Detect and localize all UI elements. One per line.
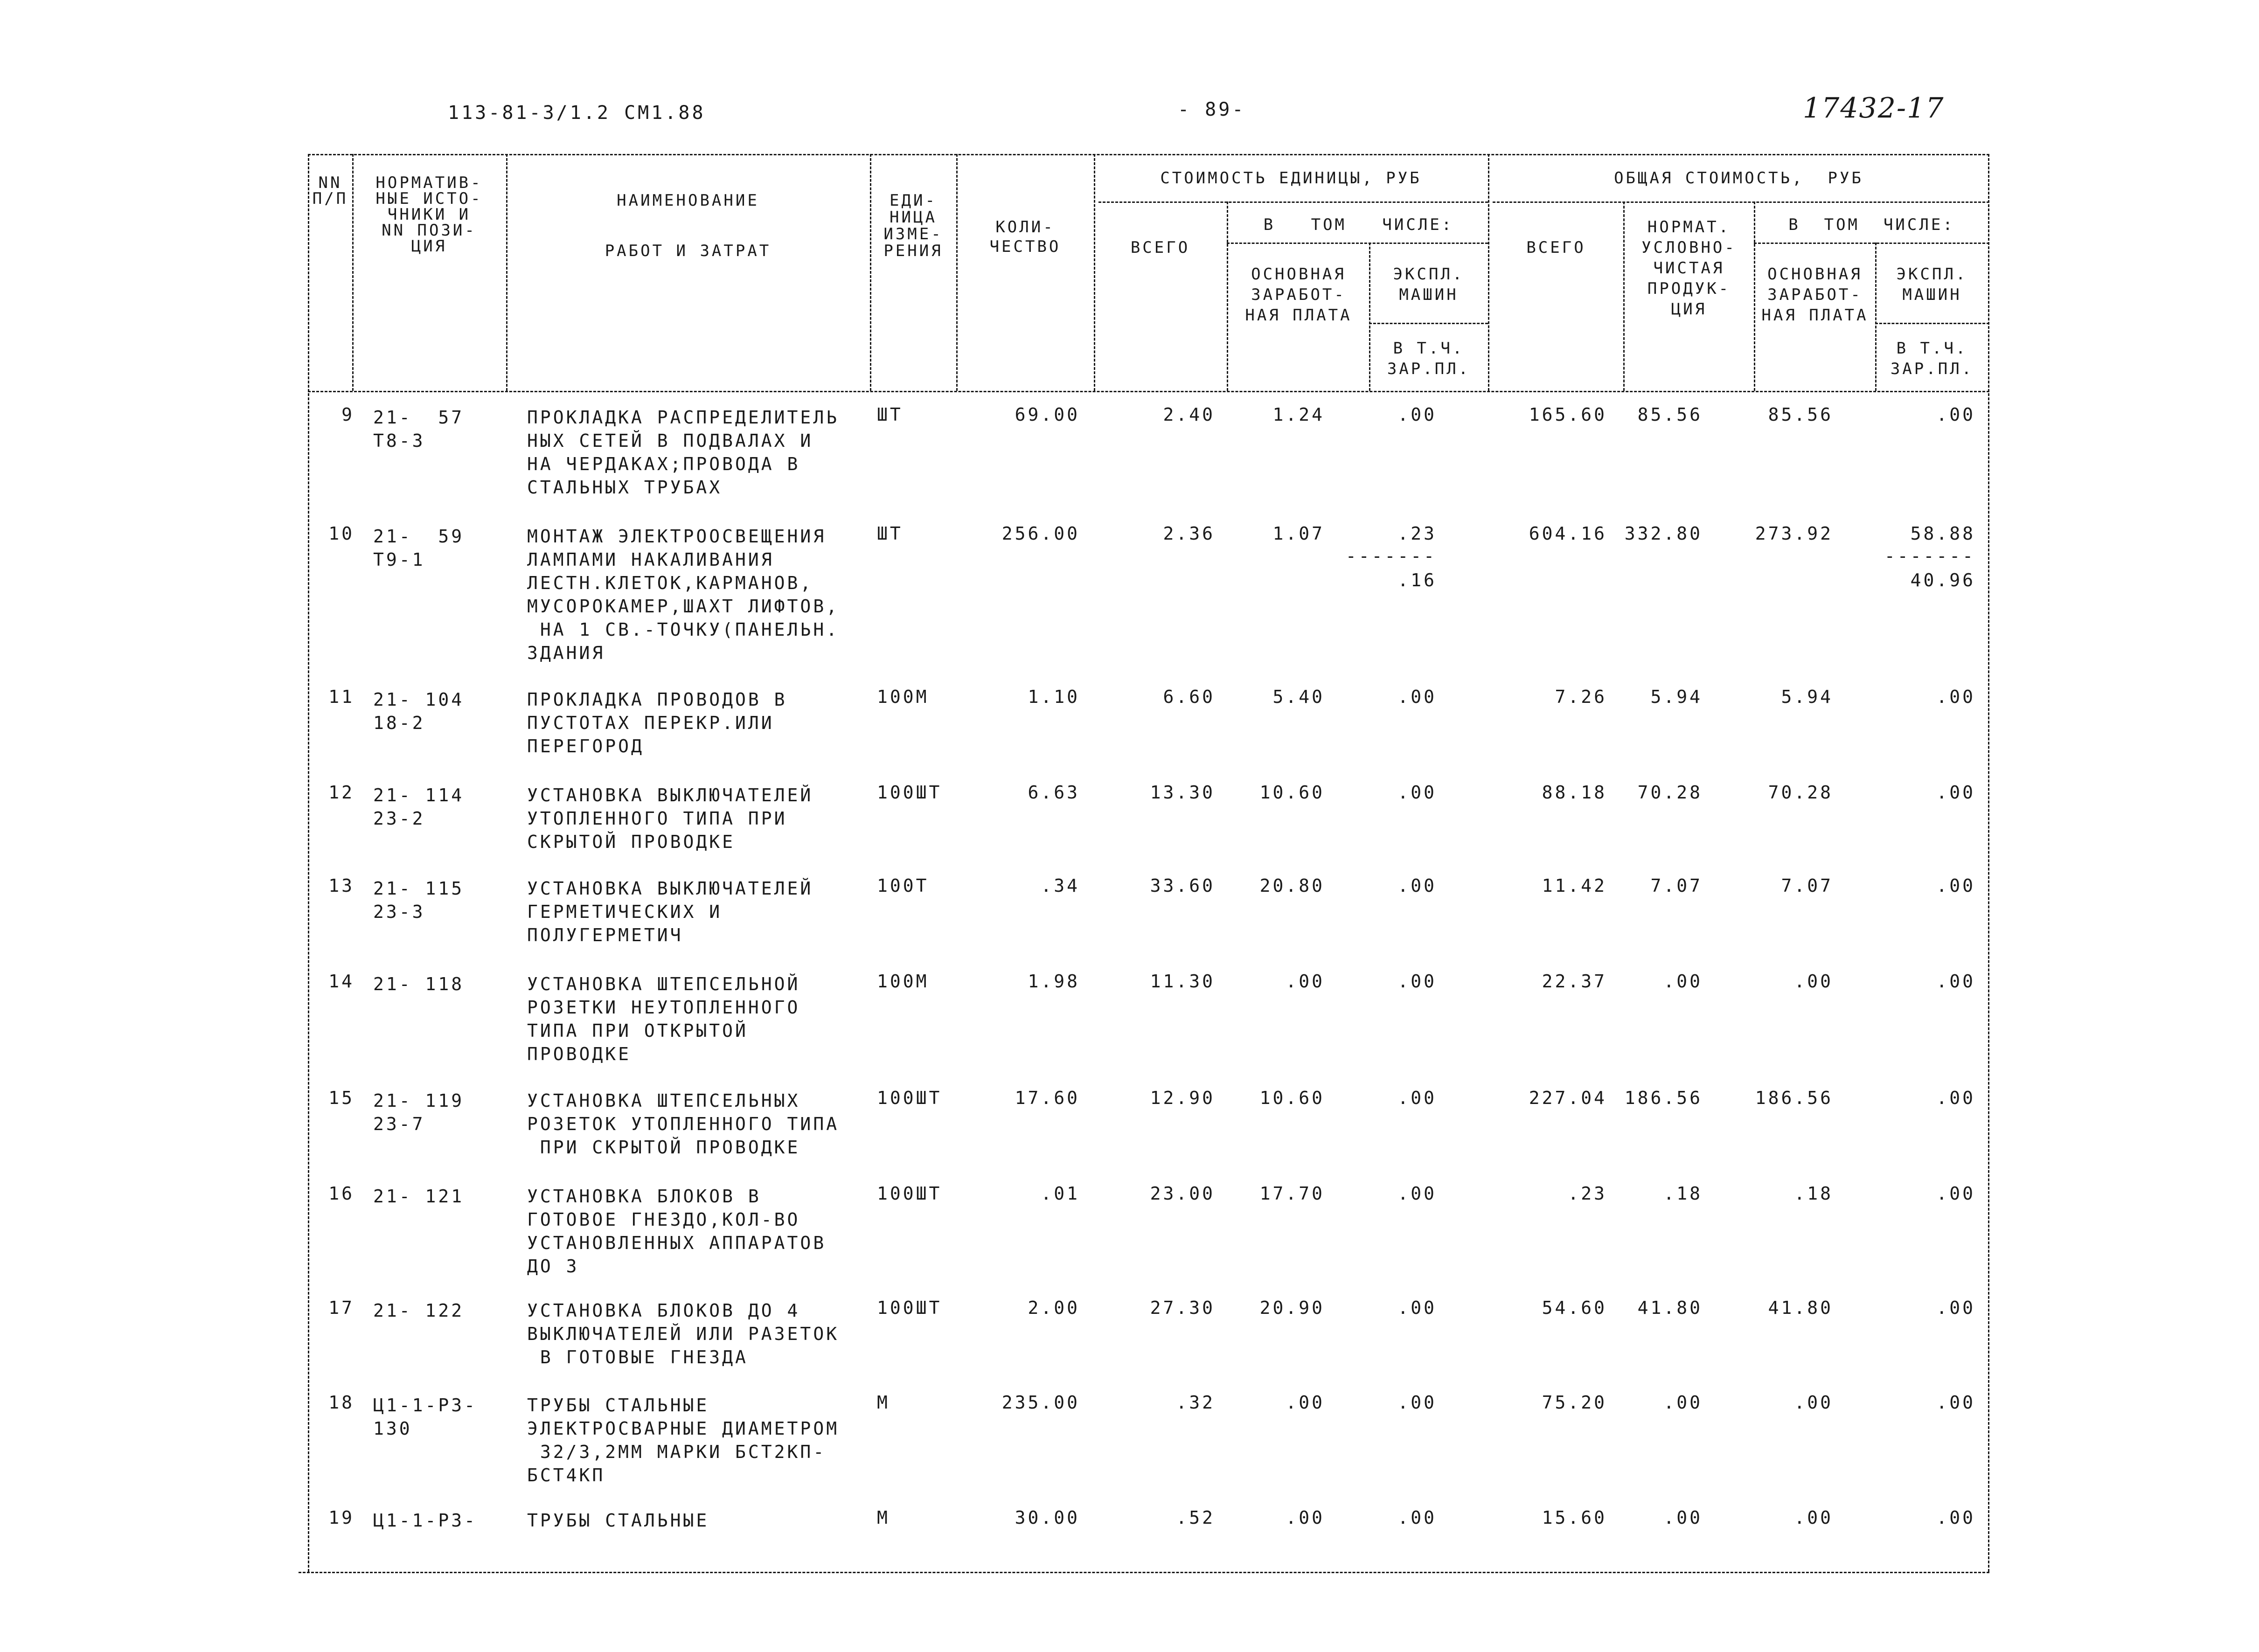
total-cost-machines: .00 [1936,1392,1975,1413]
norm-source-code: Ц1-1-Р3- 130 [373,1395,478,1439]
quantity: 235.00 [1001,1392,1080,1413]
header-col-sep-10 [1623,201,1625,391]
unit-cost-machines: .23 [1397,523,1437,544]
unit-cost-subdivider [1098,201,1488,203]
unit-of-measure: 100ШТ [877,1088,942,1108]
unit-of-measure: ШТ [877,523,903,544]
norm-source-code: 21- 59 Т9-1 [373,526,465,570]
document-code: 113-81-3/1.2 СМ1.88 [448,102,706,124]
unit-cost-machines: .00 [1397,782,1437,803]
col-header-unit-incl: В ТОМ ЧИСЛЕ: [1263,215,1454,234]
header-divider [308,391,1989,392]
total-cost-machines: .00 [1936,971,1975,992]
unit-cost-machines: .00 [1397,1507,1437,1528]
row-number: 16 [328,1183,354,1204]
quantity: 1.10 [1028,687,1080,707]
total-cost-norm-prod: 41.80 [1637,1298,1703,1318]
header-col-sep-4 [870,154,871,391]
header-col-sep-9 [1488,154,1489,391]
total-cost-norm-prod: 70.28 [1637,782,1703,803]
quantity: 30.00 [1015,1507,1080,1528]
header-col-sep-5 [956,154,958,391]
header-col-sep-12 [1875,243,1877,391]
total-cost-wage: 186.56 [1755,1088,1833,1108]
row-number: 19 [328,1507,354,1528]
unit-cost-wage: .00 [1286,1507,1325,1528]
total-cost-norm-prod: 332.80 [1624,523,1703,544]
total-cost-wage: 273.92 [1755,523,1833,544]
unit-mach-subdivider [1369,323,1488,324]
total-cost-total: .23 [1568,1183,1607,1204]
total-cost-total: 75.20 [1542,1392,1607,1413]
col-header-unit-wage: ОСНОВНАЯ ЗАРАБОТ- НАЯ ПЛАТА [1245,265,1352,325]
total-cost-total: 227.04 [1529,1088,1607,1108]
total-cost-machines: .00 [1936,782,1975,803]
unit-cost-machines-wage: .16 [1397,570,1437,590]
unit-cost-total: 11.30 [1150,971,1215,992]
total-cost-machines: .00 [1936,1298,1975,1318]
unit-cost-total: 33.60 [1150,875,1215,896]
total-cost-norm-prod: 186.56 [1624,1088,1703,1108]
unit-of-measure: 100М [877,687,929,707]
total-cost-machines-wage: 40.96 [1910,570,1975,590]
unit-of-measure: 100ШТ [877,782,942,803]
unit-cost-wage: 17.70 [1259,1183,1325,1204]
row-number: 17 [328,1298,354,1318]
total-cost-total: 165.60 [1529,404,1607,425]
handwritten-number: 17432-17 [1803,92,1945,125]
header-col-sep-7 [1227,201,1228,391]
total-cost-machines: .00 [1936,1088,1975,1108]
total-cost-total: 15.60 [1542,1507,1607,1528]
norm-source-code: Ц1-1-Р3- [373,1510,478,1531]
total-cost-total: 88.18 [1542,782,1607,803]
unit-of-measure: 100ШТ [877,1298,942,1318]
total-cost-norm-prod: .18 [1663,1183,1703,1204]
total-cost-machines: 58.88 [1910,523,1975,544]
unit-cost-machines: .00 [1397,687,1437,707]
work-description: УСТАНОВКА ШТЕПСЕЛЬНОЙ РОЗЕТКИ НЕУТОПЛЕННОГО ТИПА ПРИ ОТКРЫТОЙ ПРОВОДКЕ [527,974,800,1064]
total-cost-wage: .00 [1794,1392,1833,1413]
quantity: 2.00 [1028,1298,1080,1318]
unit-cost-total: 13.30 [1150,782,1215,803]
quantity: 6.63 [1028,782,1080,803]
unit-cost-total: 6.60 [1163,687,1215,707]
row-number: 11 [328,687,354,707]
row-number: 12 [328,782,354,803]
table-right-border [1988,154,1989,1572]
unit-cost-total: 23.00 [1150,1183,1215,1204]
col-header-unit-cost: СТОИМОСТЬ ЕДИНИЦЫ, РУБ [1160,169,1422,187]
total-incl-subdivider [1754,243,1989,244]
unit-of-measure: 100Т [877,875,929,896]
quantity: 256.00 [1001,523,1080,544]
unit-cost-wage: 5.40 [1272,687,1325,707]
row-number: 10 [328,523,354,544]
table-top-border [308,154,1989,155]
unit-cost-wage: 10.60 [1259,782,1325,803]
total-cost-wage: .00 [1794,1507,1833,1528]
unit-cost-machines: .00 [1397,1392,1437,1413]
unit-cost-machines: .00 [1397,1183,1437,1204]
unit-cost-wage: 1.07 [1272,523,1325,544]
quantity: 17.60 [1015,1088,1080,1108]
total-cost-norm-prod: .00 [1663,1507,1703,1528]
total-cost-total: 604.16 [1529,523,1607,544]
total-cost-machines: .00 [1936,875,1975,896]
header-col-sep-6 [1094,154,1095,391]
col-header-total-cost: ОБЩАЯ СТОИМОСТЬ, РУБ [1614,169,1863,187]
total-mach-subdivider [1875,323,1989,324]
col-header-unit: ЕДИ- НИЦА ИЗМЕ- РЕНИЯ [883,191,943,260]
unit-cost-wage: 20.80 [1259,875,1325,896]
unit-cost-machines: .00 [1397,404,1437,425]
total-cost-norm-prod: 85.56 [1637,404,1703,425]
work-description: УСТАНОВКА БЛОКОВ В ГОТОВОЕ ГНЕЗДО,КОЛ-ВО УСТАНОВЛЕННЫХ АППАРАТОВ ДО 3 [527,1186,827,1277]
work-description: УСТАНОВКА ВЫКЛЮЧАТЕЛЕЙ УТОПЛЕННОГО ТИПА ПРИ СКРЫТОЙ ПРОВОДКЕ [527,785,813,852]
work-description: ПРОКЛАДКА ПРОВОДОВ В ПУСТОТАХ ПЕРЕКР.ИЛИ ПЕРЕГОРОД [527,689,787,757]
work-description: МОНТАЖ ЭЛЕКТРООСВЕЩЕНИЯ ЛАМПАМИ НАКАЛИВАНИЯ ЛЕСТН.КЛЕТОК,КАРМАНОВ, МУСОРОКАМЕР,ШАХТ ЛИФТОВ, НА 1 СВ.-ТОЧКУ(ПАНЕЛЬН. ЗДАНИЯ [527,526,840,663]
col-header-total-total: ВСЕГО [1526,238,1586,257]
total-cost-machines: .00 [1936,687,1975,707]
unit-cost-wage: 20.90 [1259,1298,1325,1318]
unit-cost-wage: 10.60 [1259,1088,1325,1108]
total-cost-machines: .00 [1936,1183,1975,1204]
col-header-total-mach: ЭКСПЛ. МАШИН [1896,265,1968,304]
norm-source-code: 21- 121 [373,1186,465,1207]
total-cost-wage: 7.07 [1781,875,1833,896]
unit-of-measure: М [877,1392,890,1413]
unit-cost-total: 2.36 [1163,523,1215,544]
total-cost-total: 22.37 [1542,971,1607,992]
unit-cost-machines: .00 [1397,875,1437,896]
unit-cost-machines-divider: ------- [1345,546,1437,566]
norm-source-code: 21- 119 23-7 [373,1090,465,1134]
col-header-total-incl: В ТОМ ЧИСЛЕ: [1788,215,1955,234]
unit-of-measure: М [877,1507,890,1528]
norm-source-code: 21- 115 23-3 [373,878,465,922]
total-cost-wage: 5.94 [1781,687,1833,707]
norm-source-code: 21- 122 [373,1300,465,1321]
unit-cost-total: .32 [1176,1392,1215,1413]
unit-incl-subdivider [1227,243,1488,244]
unit-cost-wage: .00 [1286,971,1325,992]
col-header-unit-mach-wage: В Т.Ч. ЗАР.ПЛ. [1387,339,1471,378]
header-col-sep-11 [1754,201,1755,391]
total-cost-machines: .00 [1936,404,1975,425]
row-number: 18 [328,1392,354,1413]
unit-of-measure: ШТ [877,404,903,425]
row-number: 9 [341,404,354,425]
total-cost-norm-prod: 7.07 [1650,875,1703,896]
total-cost-wage: .18 [1794,1183,1833,1204]
total-cost-norm-prod: .00 [1663,971,1703,992]
total-cost-wage: 41.80 [1768,1298,1833,1318]
norm-source-code: 21- 114 23-2 [373,785,465,829]
unit-cost-machines: .00 [1397,1088,1437,1108]
unit-of-measure: 100М [877,971,929,992]
total-cost-wage: 85.56 [1768,404,1833,425]
work-description: ТРУБЫ СТАЛЬНЫЕ ЭЛЕКТРОСВАРНЫЕ ДИАМЕТРОМ 32/3,2ММ МАРКИ БСТ2КП- БСТ4КП [527,1395,840,1485]
total-cost-total: 7.26 [1555,687,1607,707]
col-header-name: НАИМЕНОВАНИЕ РАБОТ И ЗАТРАТ [605,191,772,260]
unit-cost-total: 2.40 [1163,404,1215,425]
unit-cost-wage: .00 [1286,1392,1325,1413]
row-number: 15 [328,1088,354,1108]
quantity: 69.00 [1015,404,1080,425]
total-cost-wage: .00 [1794,971,1833,992]
quantity: .01 [1041,1183,1080,1204]
col-header-total-wage: ОСНОВНАЯ ЗАРАБОТ- НАЯ ПЛАТА [1761,265,1869,325]
norm-source-code: 21- 118 [373,974,465,994]
work-description: УСТАНОВКА БЛОКОВ ДО 4 ВЫКЛЮЧАТЕЛЕЙ ИЛИ РАЗЕТОК В ГОТОВЫЕ ГНЕЗДА [527,1300,840,1367]
total-cost-machines-divider: ------- [1884,546,1975,566]
unit-cost-total: 12.90 [1150,1088,1215,1108]
norm-source-code: 21- 104 18-2 [373,689,465,733]
work-description: ПРОКЛАДКА РАСПРЕДЕЛИТЕЛЬ НЫХ СЕТЕЙ В ПОДВАЛАХ И НА ЧЕРДАКАХ;ПРОВОДА В СТАЛЬНЫХ ТРУБАХ [527,407,840,498]
unit-cost-total: 27.30 [1150,1298,1215,1318]
row-number: 13 [328,875,354,896]
unit-cost-machines: .00 [1397,1298,1437,1318]
total-cost-norm-prod: 5.94 [1650,687,1703,707]
unit-cost-machines: .00 [1397,971,1437,992]
unit-cost-wage: 1.24 [1272,404,1325,425]
row-number: 14 [328,971,354,992]
total-cost-total: 11.42 [1542,875,1607,896]
col-header-total-norm: НОРМАТ. УСЛОВНО- ЧИСТАЯ ПРОДУК- ЦИЯ [1641,218,1737,319]
header-col-sep-3 [506,154,507,391]
col-header-total-mach-wage: В Т.Ч. ЗАР.ПЛ. [1890,339,1974,378]
page-number: - 89- [1178,99,1246,120]
work-description: УСТАНОВКА ВЫКЛЮЧАТЕЛЕЙ ГЕРМЕТИЧЕСКИХ И ПОЛУГЕРМЕТИЧ [527,878,813,945]
total-cost-subdivider [1493,201,1989,203]
col-header-nn: NN П/П [312,174,348,208]
table-bottom-border [299,1572,1989,1573]
norm-source-code: 21- 57 Т8-3 [373,407,465,451]
total-cost-total: 54.60 [1542,1298,1607,1318]
unit-of-measure: 100ШТ [877,1183,942,1204]
total-cost-wage: 70.28 [1768,782,1833,803]
col-header-norm-source: НОРМАТИВ- НЫЕ ИСТО- ЧНИКИ И NN ПОЗИ- ЦИЯ [375,174,483,256]
col-header-unit-total: ВСЕГО [1130,238,1190,257]
quantity: .34 [1041,875,1080,896]
total-cost-machines: .00 [1936,1507,1975,1528]
unit-cost-total: .52 [1176,1507,1215,1528]
work-description: ТРУБЫ СТАЛЬНЫЕ [527,1510,709,1531]
col-header-qty: КОЛИ- ЧЕСТВО [989,218,1061,256]
col-header-unit-mach: ЭКСПЛ. МАШИН [1393,265,1465,304]
quantity: 1.98 [1028,971,1080,992]
total-cost-norm-prod: .00 [1663,1392,1703,1413]
header-col-sep-1 [308,154,309,1572]
work-description: УСТАНОВКА ШТЕПСЕЛЬНЫХ РОЗЕТОК УТОПЛЕННОГО ТИПА ПРИ СКРЫТОЙ ПРОВОДКЕ [527,1090,840,1158]
